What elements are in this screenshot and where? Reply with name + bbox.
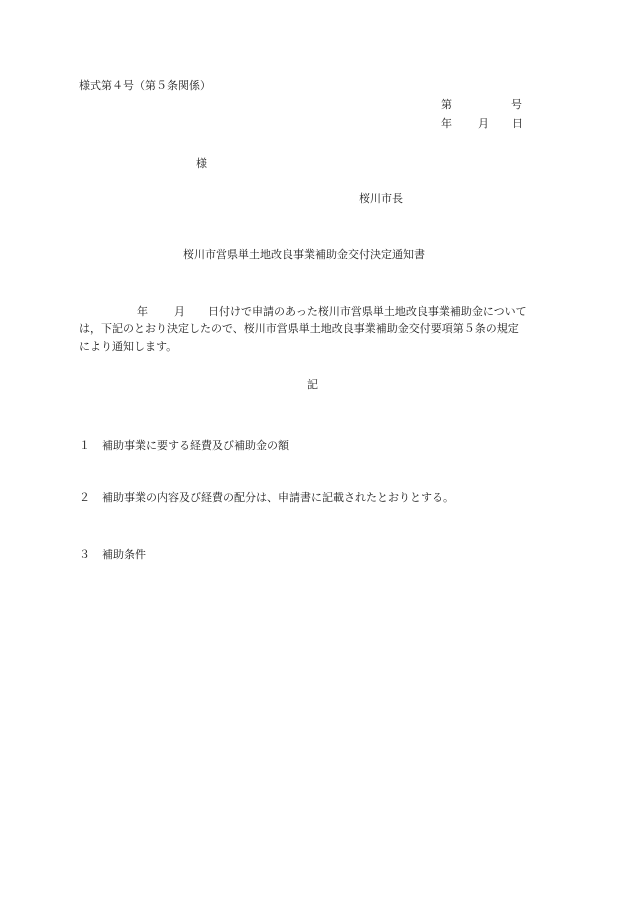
list-item-number: ２ bbox=[79, 491, 90, 504]
form-label: 様式第４号（第５条関係） bbox=[79, 79, 211, 92]
body-month-label: 月 bbox=[174, 305, 185, 318]
list-item bbox=[79, 548, 146, 562]
list-item-text: 補助事業に要する経費及び補助金の額 bbox=[102, 439, 289, 452]
date-month-label: 月 bbox=[478, 117, 489, 130]
date-day-label: 日 bbox=[512, 117, 523, 130]
list-item-text: 補助事業の内容及び経費の配分は、申請書に記載されたとおりとする。 bbox=[102, 491, 454, 504]
ki-heading: 記 bbox=[307, 378, 318, 391]
body-line-3: により通知します。 bbox=[79, 340, 178, 353]
list-item-number: ３ bbox=[79, 548, 90, 561]
list-item-number: １ bbox=[79, 439, 90, 452]
recipient-suffix: 様 bbox=[196, 157, 207, 170]
issuer-name: 桜川市長 bbox=[359, 192, 403, 205]
body-line-2: は，下記のとおり決定したので、桜川市営県単土地改良事業補助金交付要項第５条の規定 bbox=[79, 322, 519, 335]
doc-number-suffix: 号 bbox=[511, 98, 522, 111]
document-title: 桜川市営県単土地改良事業補助金交付決定通知書 bbox=[183, 248, 425, 261]
body-year-label: 年 bbox=[137, 305, 148, 318]
date-year-label: 年 bbox=[441, 117, 452, 130]
list-item-text: 補助条件 bbox=[102, 548, 146, 561]
body-line-1: 日付けで申請のあった桜川市営県単土地改良事業補助金について bbox=[208, 305, 527, 318]
doc-number-prefix: 第 bbox=[441, 98, 452, 111]
list-item bbox=[79, 491, 454, 505]
list-item bbox=[79, 439, 289, 453]
